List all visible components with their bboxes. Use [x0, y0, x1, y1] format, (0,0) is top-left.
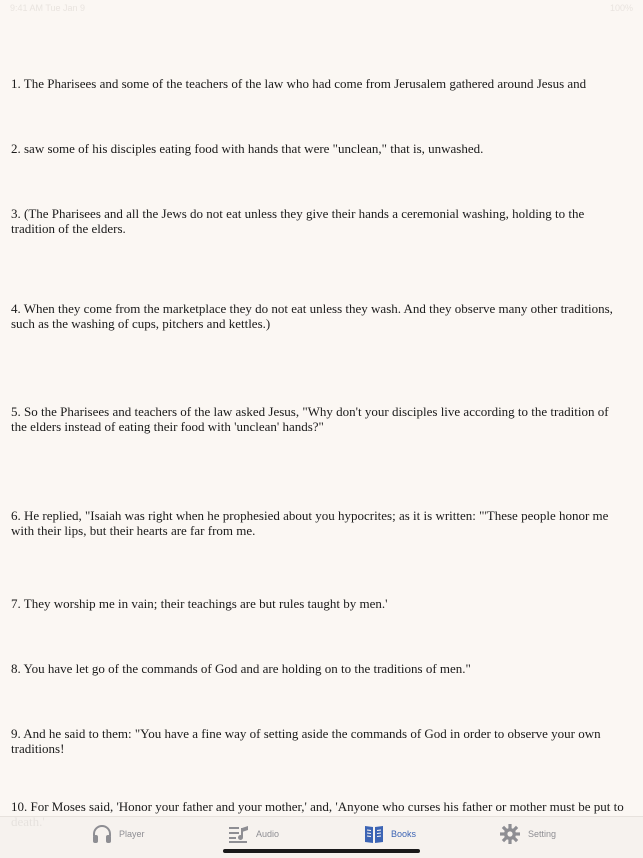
verse-7[interactable]: 7. They worship me in vain; their teachings are but rules taught by men.' [11, 596, 388, 611]
tab-books-label: Books [391, 829, 417, 839]
tab-audio[interactable] [228, 824, 279, 844]
gear-icon [500, 824, 522, 844]
book-icon [363, 824, 385, 844]
verse-6[interactable]: 6. He replied, "Isaiah was right when he prophesied about you hypocrites; as it is written: "'These people honor me with their lips, but their hearts are far from me. [11, 508, 609, 538]
tab-setting[interactable] [500, 824, 556, 844]
verse-10[interactable]: 10. For Moses said, 'Honor your father and your mother,' and, 'Anyone who curses his father or mother must be put to [11, 799, 624, 814]
tab-player[interactable] [91, 824, 145, 844]
verse-1[interactable]: 1. The Pharisees and some of the teachers of the law who had come from Jerusalem gathered around Jesus and [11, 76, 587, 91]
home-indicator[interactable] [223, 849, 420, 853]
tab-books[interactable] [363, 824, 416, 844]
verse-8[interactable]: 8. You have let go of the commands of God and are holding on to the traditions of men." [11, 661, 471, 676]
verse-3[interactable]: 3. (The Pharisees and all the Jews do not eat unless they give their hands a ceremonial washing, holding to the tradition of the elders. [11, 206, 585, 236]
tab-audio-label: Audio [256, 829, 280, 839]
verse-2[interactable]: 2. saw some of his disciples eating food with hands that were "unclean," that is, unwashed. [11, 141, 484, 156]
tab-setting-label: Setting [528, 829, 557, 839]
verse-5[interactable]: 5. So the Pharisees and teachers of the law asked Jesus, "Why don't your disciples live according to the tradition of the elders instead of eating their food with 'unclean' hands?" [11, 404, 609, 434]
status-bar [0, 0, 643, 16]
verse-9[interactable]: 9. And he said to them: "You have a fine way of setting aside the commands of God in order to observe your own traditions! [11, 726, 601, 756]
playlist-icon [228, 824, 250, 844]
status-time: 9:41 AM Tue Jan 9 [10, 3, 86, 13]
tab-player-label: Player [119, 829, 145, 839]
verse-4[interactable]: 4. When they come from the marketplace they do not eat unless they wash. And they observe many other traditions, such as the washing of cups, pitchers and kettles.) [11, 301, 613, 331]
status-battery: 100% [609, 3, 633, 13]
headphones-icon [91, 824, 113, 844]
